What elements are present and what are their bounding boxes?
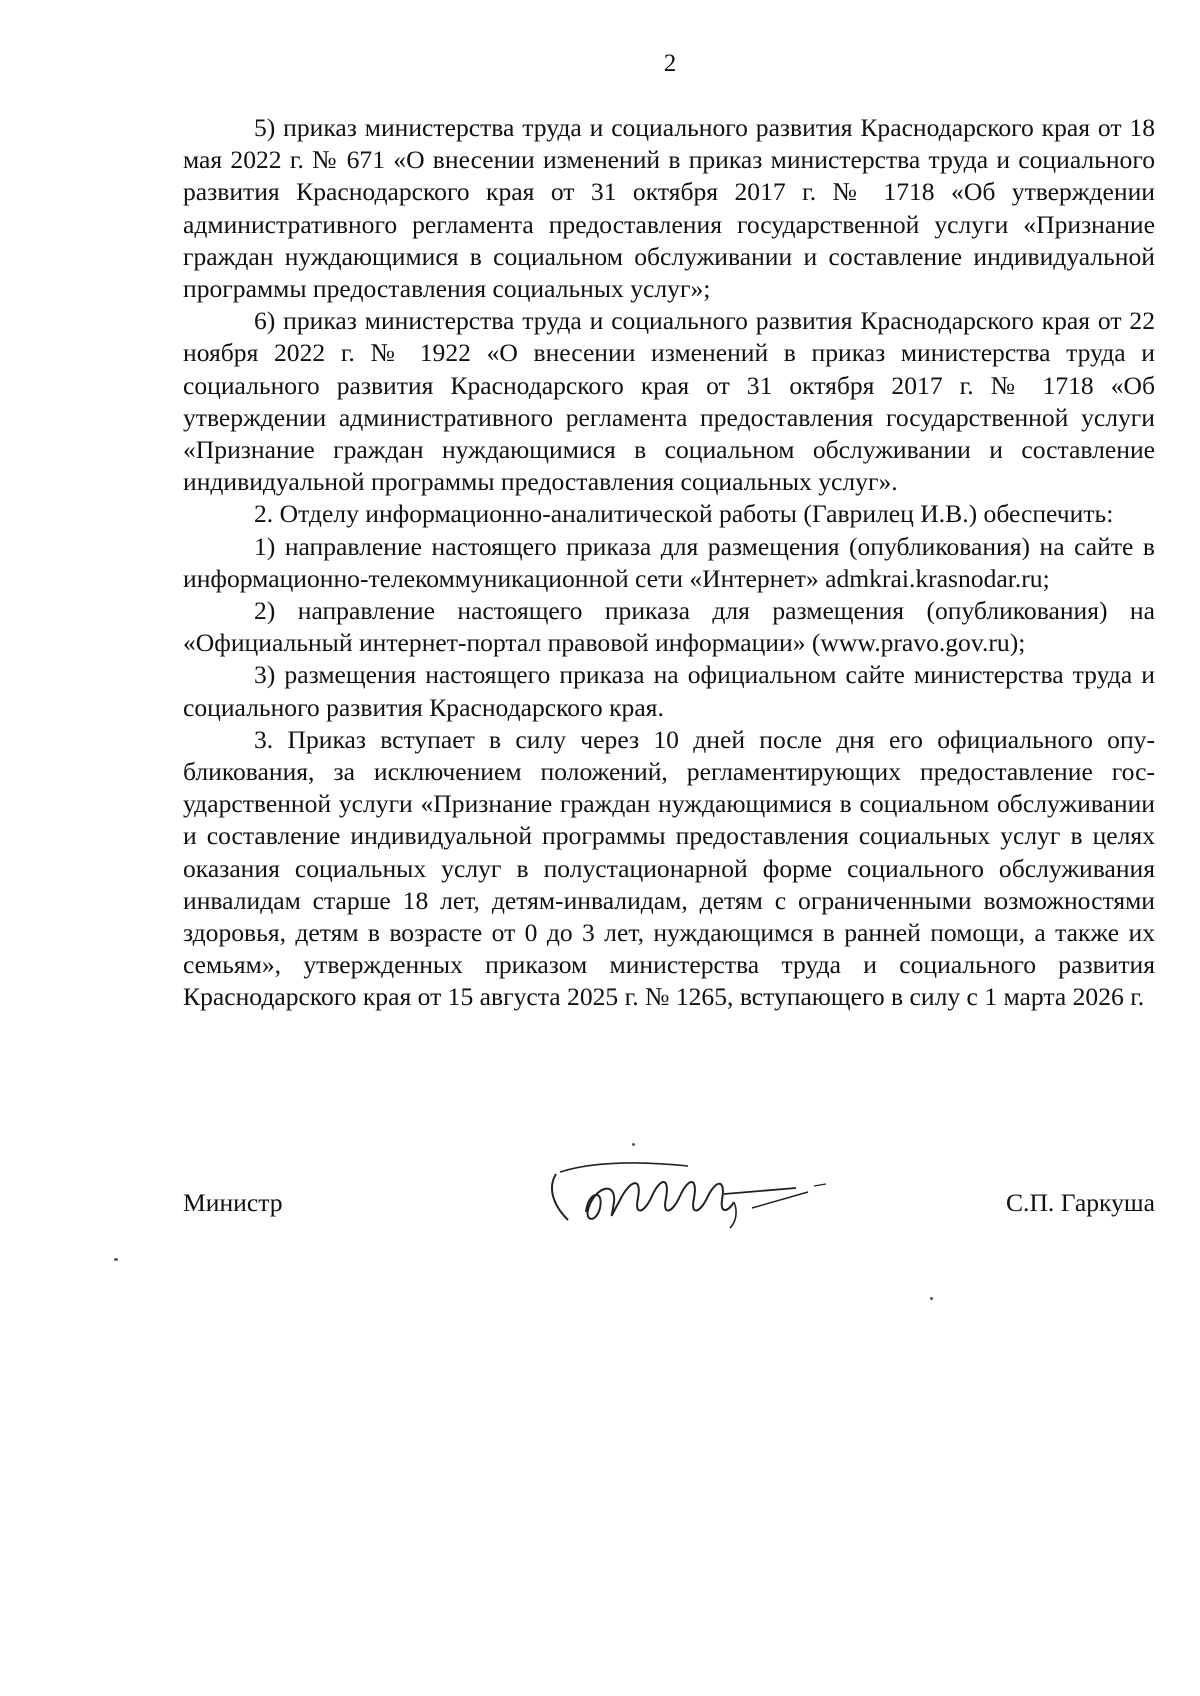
signature-block: [183, 1158, 1155, 1248]
paragraph-subitem-3: 3) размещения настоящего приказа на официальном сайте министерства труда и социального развития Краснодарского края.: [183, 660, 1155, 722]
signer-name: С.П. Гаркуша: [1005, 1188, 1155, 1217]
paragraph-item-5: 5) приказ министерства труда и социального развития Краснодарского края от 18 мая 2022 г. № 671 «О внесении изменений в приказ министерства труда и социального развития Краснодарского края от 31 октября 2017 г. № 1718 «Об утверждении административного регламента предоставления государственной услуги «Признание граждан нуждающимися в социальном обслуживании и составление индивидуальной программы предоставления социальных услуг»;: [183, 113, 1155, 304]
scan-speck: [114, 1258, 118, 1261]
scan-speck: [632, 1143, 635, 1146]
paragraph-item-6: 6) приказ министерства труда и социального развития Краснодарского края от 22 ноября 2022 г. № 1922 «О внесении изменений в приказ министерства труда и социального развития Краснодарского края от 31 октября 2017 г. № 1718 «Об утверждении административного регламента предоставления государственной услуги «Признание граждан нуждающимися в социальном обслуживании и составление индивидуальной программы предоставления социальных услуг».: [183, 306, 1155, 497]
paragraph-section-2: 2. Отделу информационно-аналитической работы (Гаврилец И.В.) обеспечить:: [254, 499, 1114, 529]
handwritten-signature: [538, 1152, 858, 1242]
document-body: [183, 112, 1155, 1014]
page-number: 2: [663, 50, 677, 77]
paragraph-subitem-2: 2) направление настоящего приказа для размещения (опубликования) на «Официальный интернет-портал правовой информации» (www.pravo.gov.ru);: [183, 596, 1155, 658]
scan-speck: [930, 1297, 933, 1300]
paragraph-section-3: 3. Приказ вступает в силу через 10 дней после дня его официального опубликования, за исключением положений, регламентирующих предоставление государственной услуги «Признание граждан нуждающимися в социальном обслуживании и составление индивидуальной программы предоставления социальных услуг в целях оказания социальных услуг в полустационарной форме социального обслуживания инвалидам старше 18 лет, детям-инвалидам, детям с ограниченными возможностями здоровья, детям в возрасте от 0 до 3 лет, нуждающимся в ранней помощи, а также их семьям», утвержденных приказом министерства труда и социального развития Краснодарского края от 15 августа 2025 г. № 1265, вступающего в силу с 1 марта 2026 г.: [183, 724, 1155, 1012]
paragraph-subitem-1: 1) направление настоящего приказа для размещения (опубликования) на сайте в информационно-телекоммуникационной сети «Интернет» admkrai.krasnodar.ru;: [183, 531, 1155, 593]
signer-title: Министр: [183, 1188, 283, 1217]
